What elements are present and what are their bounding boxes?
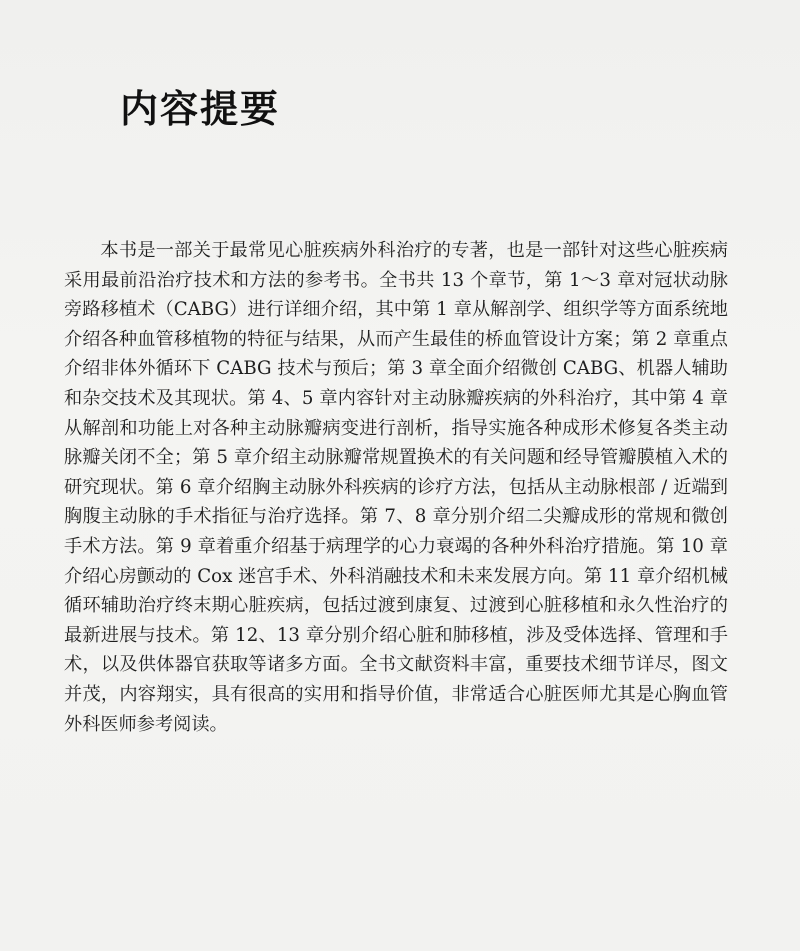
page-title: 内容提要 xyxy=(120,86,281,131)
summary-paragraph: 本书是一部关于最常见心脏疾病外科治疗的专著，也是一部针对这些心脏疾病采用最前沿治疗技术和方法的参考书。全书共 13 个章节，第 1～3 章对冠状动脉旁路移植术（CABG）进行详细介绍，其中第 1 章从解剖学、组织学等方面系统地介绍各种血管移植物的特征与结果，从而产生最佳的桥血管设计方案；第 2 章重点介绍非体外循环下 CABG 技术与预后；第 3 章全面介绍微创 CABG、机器人辅助和杂交技术及其现状。第 4、5 章内容针对主动脉瓣疾病的外科治疗，其中第 4 章从解剖和功能上对各种主动脉瓣病变进行剖析，指导实施各种成形术修复各类主动脉瓣关闭不全；第 5 章介绍主动脉瓣常规置换术的有关问题和经导管瓣膜植入术的研究现状。第 6 章介绍胸主动脉外科疾病的诊疗方法，包括从主动脉根部 / 近端到胸腹主动脉的手术指征与治疗选择。第 7、8 章分别介绍二尖瓣成形的常规和微创手术方法。第 9 章着重介绍基于病理学的心力衰竭的各种外科治疗措施。第 10 章介绍心房颤动的 Cox 迷宫手术、外科消融技术和未来发展方向。第 11 章介绍机械循环辅助治疗终末期心脏疾病，包括过渡到康复、过渡到心脏移植和永久性治疗的最新进展与技术。第 12、13 章分别介绍心脏和肺移植，涉及受体选择、管理和手术，以及供体器官获取等诸多方面。全书文献资料丰富，重要技术细节详尽，图文并茂，内容翔实，具有很高的实用和指导价值，非常适合心脏医师尤其是心胸血管外科医师参考阅读。 xyxy=(64,240,728,735)
